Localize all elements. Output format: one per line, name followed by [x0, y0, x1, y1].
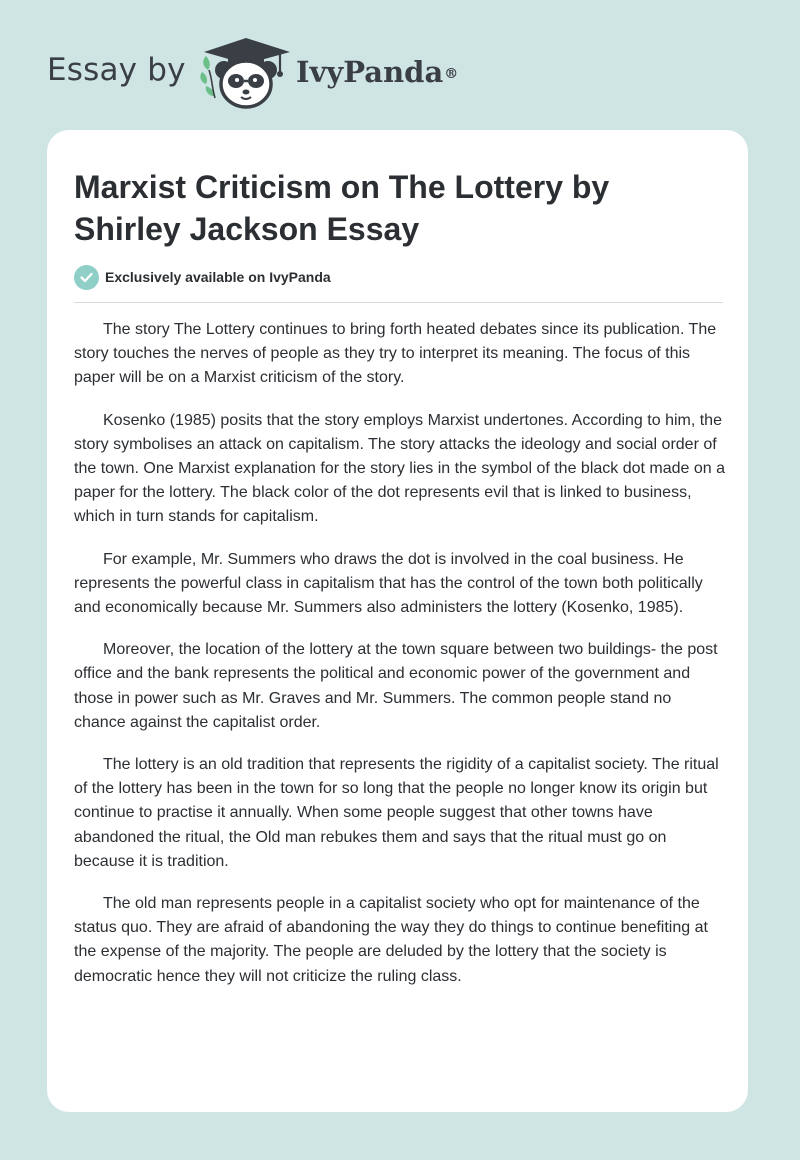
registered-mark: ®: [444, 66, 459, 82]
paragraph: Kosenko (1985) posits that the story employs Marxist undertones. According to him, the story symbolises an attack on capitalism. The story attacks the ideology and social order of the town. One Marxist explanation for the story lies in the symbol of the black dot made on a paper for the lottery. The black color of the dot represents evil that is linked to business, which in turn stands for capitalism.: [74, 411, 726, 526]
essay-by-label: Essay by: [47, 52, 186, 88]
brand-name[interactable]: [296, 52, 458, 92]
paragraph: The story The Lottery continues to bring forth heated debates since its publication. The story touches the nerves of people as they try to interpret its meaning. The focus of this paper will be on a Marxist criticism of the story.: [74, 321, 717, 387]
essay-card: [47, 130, 748, 1112]
essay-title: Marxist Criticism on The Lottery by Shirley Jackson Essay: [74, 169, 610, 247]
essay-body: [74, 318, 726, 1007]
panda-graduate-logo-icon[interactable]: [200, 36, 292, 110]
checkmark-icon: [74, 265, 99, 290]
exclusive-text: Exclusively available on IvyPanda: [105, 269, 331, 285]
paragraph: The lottery is an old tradition that represents the rigidity of a capitalist society. The ritual of the lottery has been in the town for so long that the people no longer know its origin but continue to practise it annually. When some people suggest that other towns have abandoned the ritual, the Old man rebukes them and says that the ritual must go on because it is tradition.: [74, 756, 719, 870]
site-header: [0, 0, 800, 130]
title-divider: [74, 302, 723, 303]
paragraph: Moreover, the location of the lottery at the town square between two buildings- the post office and the bank represents the political and economic power of the government and those in power such as Mr. Graves and Mr. Summers. The common people stand no chance against the capitalist order.: [74, 641, 718, 731]
paragraph: The old man represents people in a capitalist society who opt for maintenance of the status quo. They are afraid of abandoning the way they do things to continue benefiting at the expense of the majority. The people are deluded by the lottery that the society is democratic hence they will not criticize the ruling class.: [74, 895, 708, 985]
exclusive-badge: [74, 264, 331, 290]
brand-name-text: IvyPanda: [296, 55, 444, 89]
paragraph: For example, Mr. Summers who draws the dot is involved in the coal business. He represents the powerful class in capitalism that has the control of the town both politically and economically because Mr. Summers also administers the lottery (Kosenko, 1985).: [74, 550, 703, 617]
